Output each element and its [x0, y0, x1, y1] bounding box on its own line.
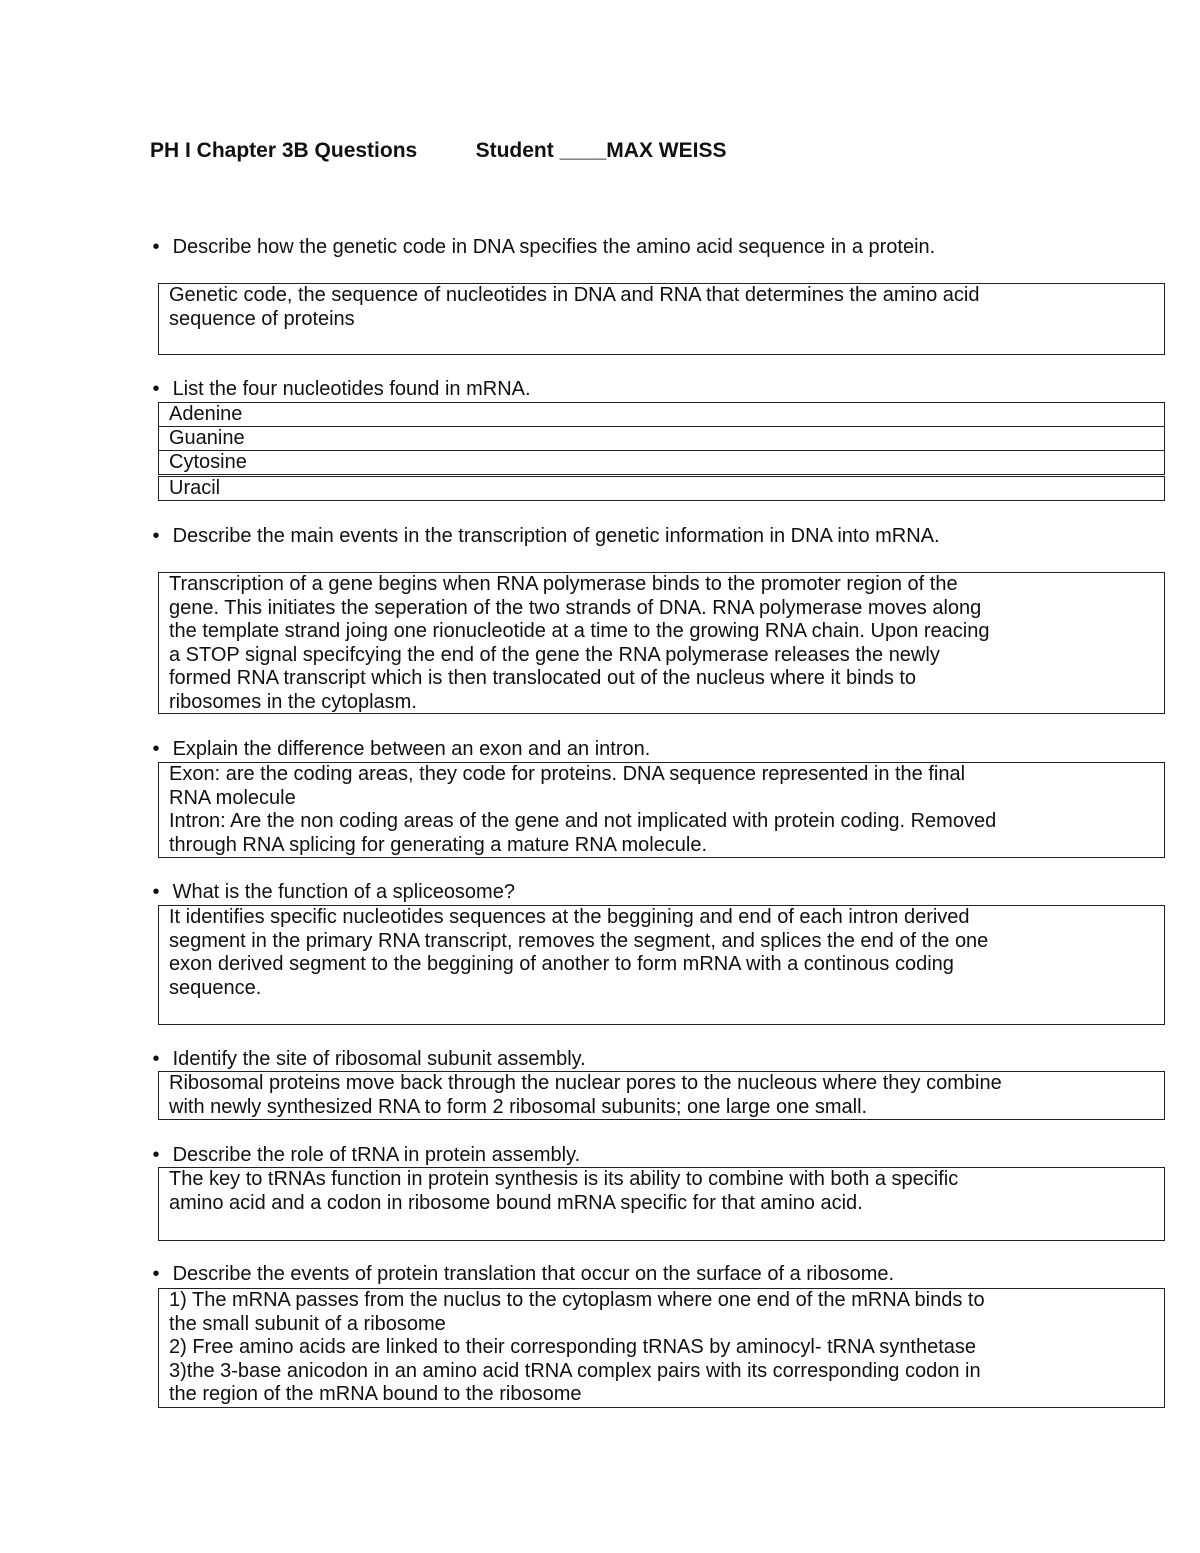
answer-row[interactable] — [158, 450, 1165, 475]
nucleotide-uracil: Uracil — [169, 477, 221, 499]
question-7-prompt: Describe the role of tRNA in protein assembly. — [172, 1144, 581, 1166]
bullet-icon: • — [152, 378, 160, 400]
answer-line: segment in the primary RNA transcript, removes the segment, and splices the end of the one — [169, 929, 989, 952]
nucleotide-guanine: Guanine — [169, 427, 245, 449]
answer-line: the template strand joing one rionucleotide at a time to the growing RNA chain. Upon reacing — [169, 620, 990, 642]
bullet-icon: • — [152, 738, 160, 760]
bullet-icon: • — [152, 1144, 160, 1166]
question-8 — [141, 1262, 1141, 1286]
answer-line: RNA molecule — [169, 786, 296, 809]
answer-line: Exon: are the coding areas, they code for proteins. DNA sequence represented in the final — [169, 763, 966, 785]
bullet-icon: • — [152, 1263, 160, 1285]
answer-box-6[interactable] — [158, 1071, 1165, 1120]
question-1-prompt: Describe how the genetic code in DNA specifies the amino acid sequence in a protein. — [172, 236, 936, 258]
answer-line: with newly synthesized RNA to form 2 ribosomal subunits; one large one small. — [169, 1095, 868, 1118]
question-3 — [141, 524, 1041, 548]
answer-box-7[interactable] — [158, 1167, 1165, 1241]
question-4 — [141, 737, 1041, 761]
question-5 — [141, 880, 1041, 904]
question-6-prompt: Identify the site of ribosomal subunit assembly. — [172, 1048, 586, 1070]
answer-line: Intron: Are the non coding areas of the gene and not implicated with protein coding. Removed — [169, 810, 997, 832]
answer-line: exon derived segment to the beggining of another to form mRNA with a continous coding — [169, 953, 954, 975]
worksheet-title: PH I Chapter 3B Questions — [150, 139, 418, 162]
bullet-icon: • — [152, 236, 160, 258]
student-label: Student ____ — [475, 139, 607, 162]
question-6 — [141, 1047, 1041, 1071]
answer-box-5[interactable] — [158, 905, 1165, 1025]
question-8-prompt: Describe the events of protein translation that occur on the surface of a ribosome. — [172, 1263, 895, 1285]
answer-line: It identifies specific nucleotides sequences at the beggining and end of each intron derived — [169, 906, 970, 928]
answer-line: The key to tRNAs function in protein synthesis is its ability to combine with both a specific — [169, 1168, 959, 1190]
student-name: MAX WEISS — [606, 139, 727, 162]
answer-line: 3)the 3-base anicodon in an amino acid tRNA complex pairs with its corresponding codon in — [169, 1359, 981, 1382]
answer-line: 2) Free amino acids are linked to their corresponding tRNAS by aminocyl- tRNA synthetase — [169, 1336, 977, 1358]
answer-box-4[interactable] — [158, 762, 1165, 858]
answer-box-3[interactable] — [158, 572, 1165, 714]
answer-line: 1) The mRNA passes from the nuclus to the cytoplasm where one end of the mRNA binds to — [169, 1289, 985, 1311]
question-2-prompt: List the four nucleotides found in mRNA. — [172, 378, 531, 400]
answer-box-1[interactable] — [158, 283, 1165, 355]
answer-line: Genetic code, the sequence of nucleotides in DNA and RNA that determines the amino acid — [169, 284, 980, 306]
bullet-icon: • — [152, 525, 160, 547]
answer-line: formed RNA transcript which is then translocated out of the nucleus where it binds to — [169, 667, 917, 689]
answer-line: the small subunit of a ribosome — [169, 1312, 446, 1335]
answer-line: a STOP signal specifcying the end of the gene the RNA polymerase releases the newly — [169, 643, 940, 666]
answer-row[interactable] — [158, 402, 1165, 427]
question-1 — [141, 235, 1041, 259]
answer-line: the region of the mRNA bound to the ribosome — [169, 1383, 582, 1405]
question-7 — [141, 1143, 1041, 1167]
page-header — [150, 139, 726, 163]
question-2 — [141, 377, 1041, 401]
answer-line: sequence. — [169, 976, 262, 999]
bullet-icon: • — [152, 881, 160, 903]
answer-line: gene. This initiates the seperation of the two strands of DNA. RNA polymerase moves along — [169, 596, 982, 619]
answer-line: sequence of proteins — [169, 307, 355, 330]
question-4-prompt: Explain the difference between an exon and an intron. — [172, 738, 651, 760]
answer-line: Ribosomal proteins move back through the nuclear pores to the nucleous where they combine — [169, 1072, 1002, 1094]
answer-line: through RNA splicing for generating a mature RNA molecule. — [169, 833, 708, 856]
answer-row[interactable] — [158, 426, 1165, 451]
nucleotide-adenine: Adenine — [169, 403, 243, 425]
answer-line: amino acid and a codon in ribosome bound mRNA specific for that amino acid. — [169, 1191, 863, 1214]
answer-row[interactable] — [158, 476, 1165, 501]
answer-box-8[interactable] — [158, 1288, 1165, 1408]
question-5-prompt: What is the function of a spliceosome? — [172, 881, 515, 903]
bullet-icon: • — [152, 1048, 160, 1070]
answer-line: Transcription of a gene begins when RNA polymerase binds to the promoter region of the — [169, 573, 958, 595]
question-3-prompt: Describe the main events in the transcription of genetic information in DNA into mRNA. — [172, 525, 940, 547]
answer-line: ribosomes in the cytoplasm. — [169, 690, 417, 713]
nucleotide-cytosine: Cytosine — [169, 451, 247, 473]
